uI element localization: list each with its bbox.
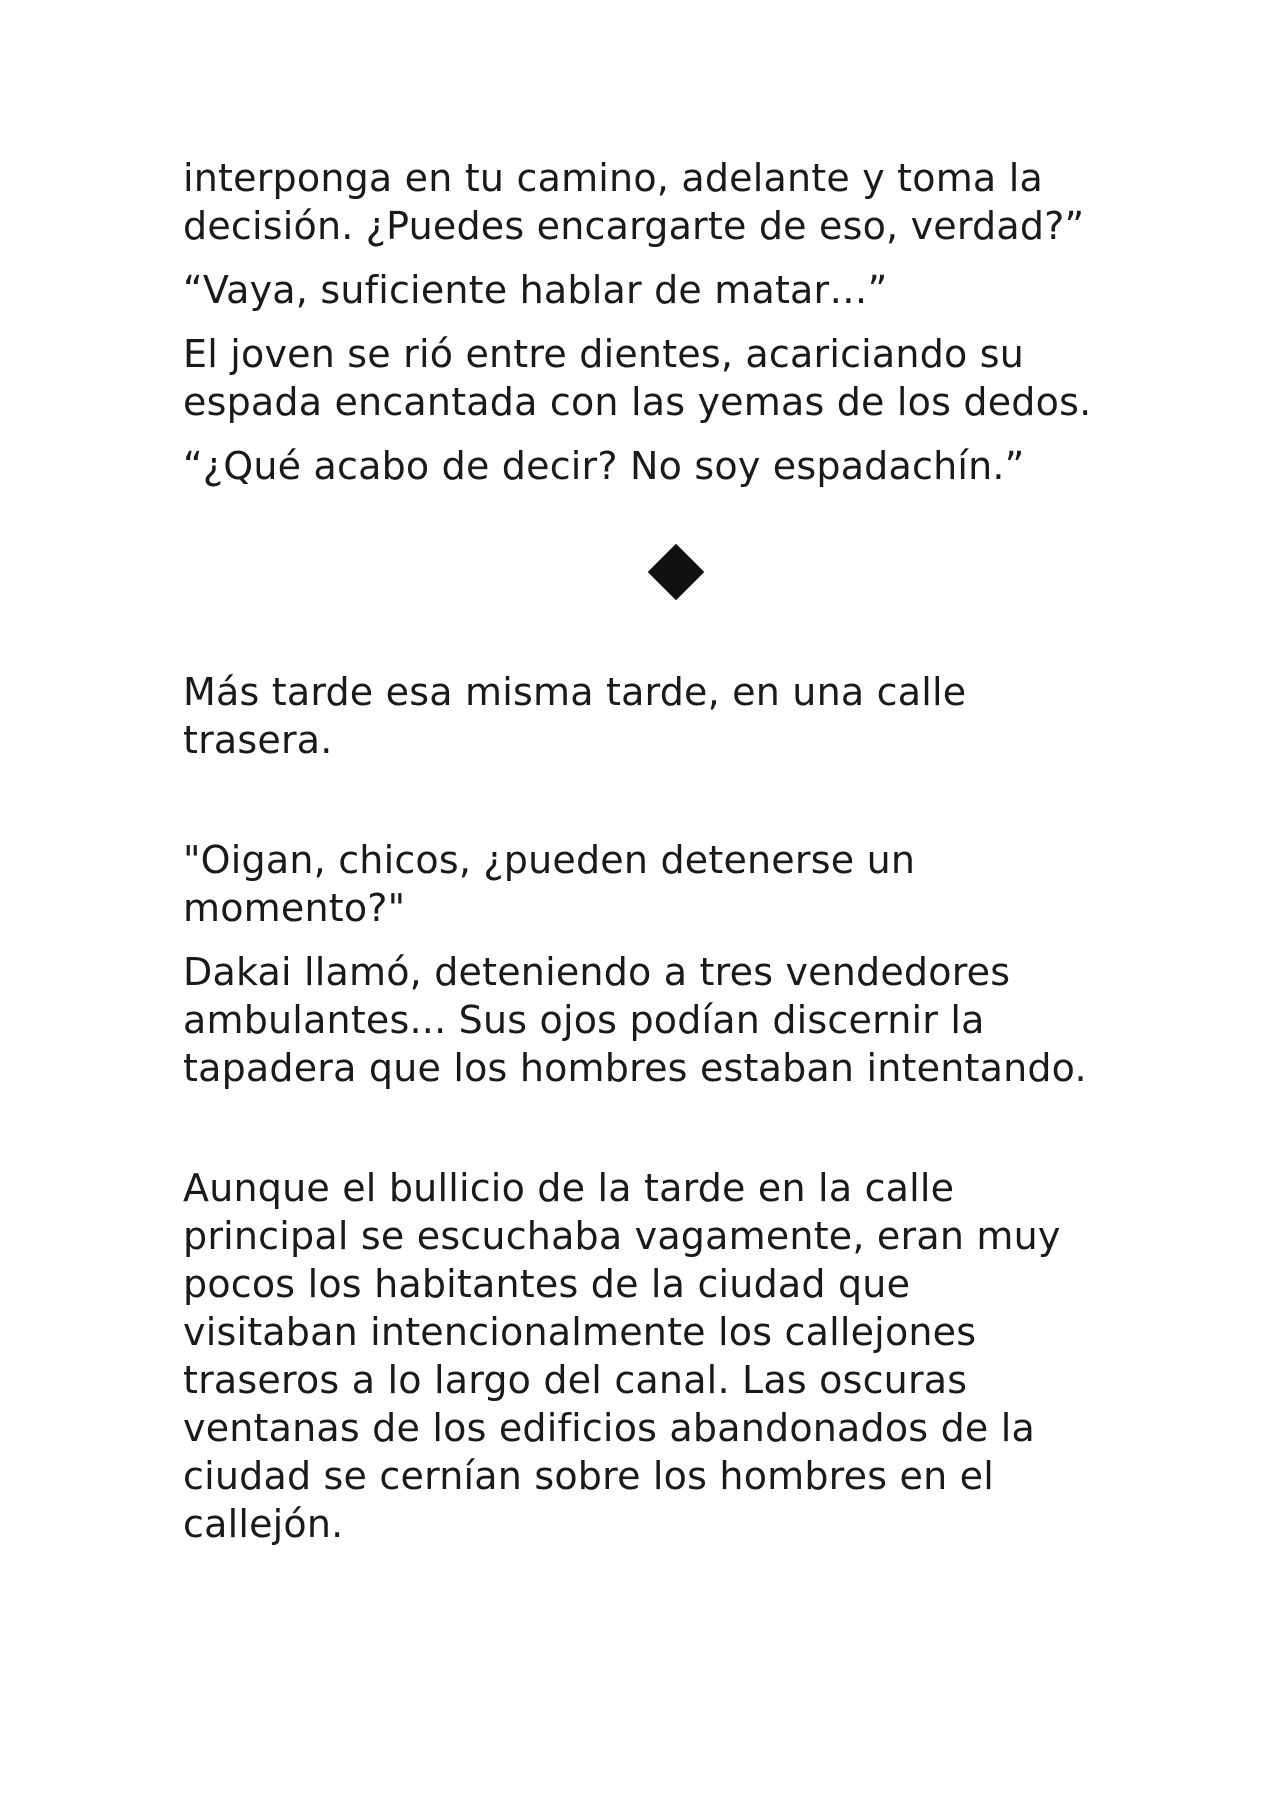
paragraph: "Oigan, chicos, ¿pueden detenerse un momento?" <box>183 838 916 930</box>
paragraph: “¿Qué acabo de decir? No soy espadachín.” <box>183 444 1025 488</box>
paragraph: interponga en tu camino, adelante y toma la decisión. ¿Puedes encargarte de eso, verdad?” <box>183 156 1085 248</box>
paragraph: El joven se rió entre dientes, acariciando su espada encantada con las yemas de los dedos. <box>183 332 1092 424</box>
paragraph: Más tarde esa misma tarde, en una calle trasera. <box>183 670 967 762</box>
document-body <box>183 154 1143 1548</box>
scene-break <box>183 490 1143 610</box>
diamond-icon <box>648 544 705 601</box>
paragraph: “Vaya, suficiente hablar de matar…” <box>183 268 888 312</box>
paragraph: Dakai llamó, deteniendo a tres vendedores ambulantes... Sus ojos podían discernir la tapadera que los hombres estaban intentando. <box>183 950 1087 1090</box>
paragraph: Aunque el bullicio de la tarde en la calle principal se escuchaba vagamente, eran muy pocos los habitantes de la ciudad que visitaban intencionalmente los callejones traseros a lo largo del canal. Las oscuras ventanas de los edificios abandonados de la ciudad se cernían sobre los hombres en el callejón. <box>183 1166 1061 1546</box>
